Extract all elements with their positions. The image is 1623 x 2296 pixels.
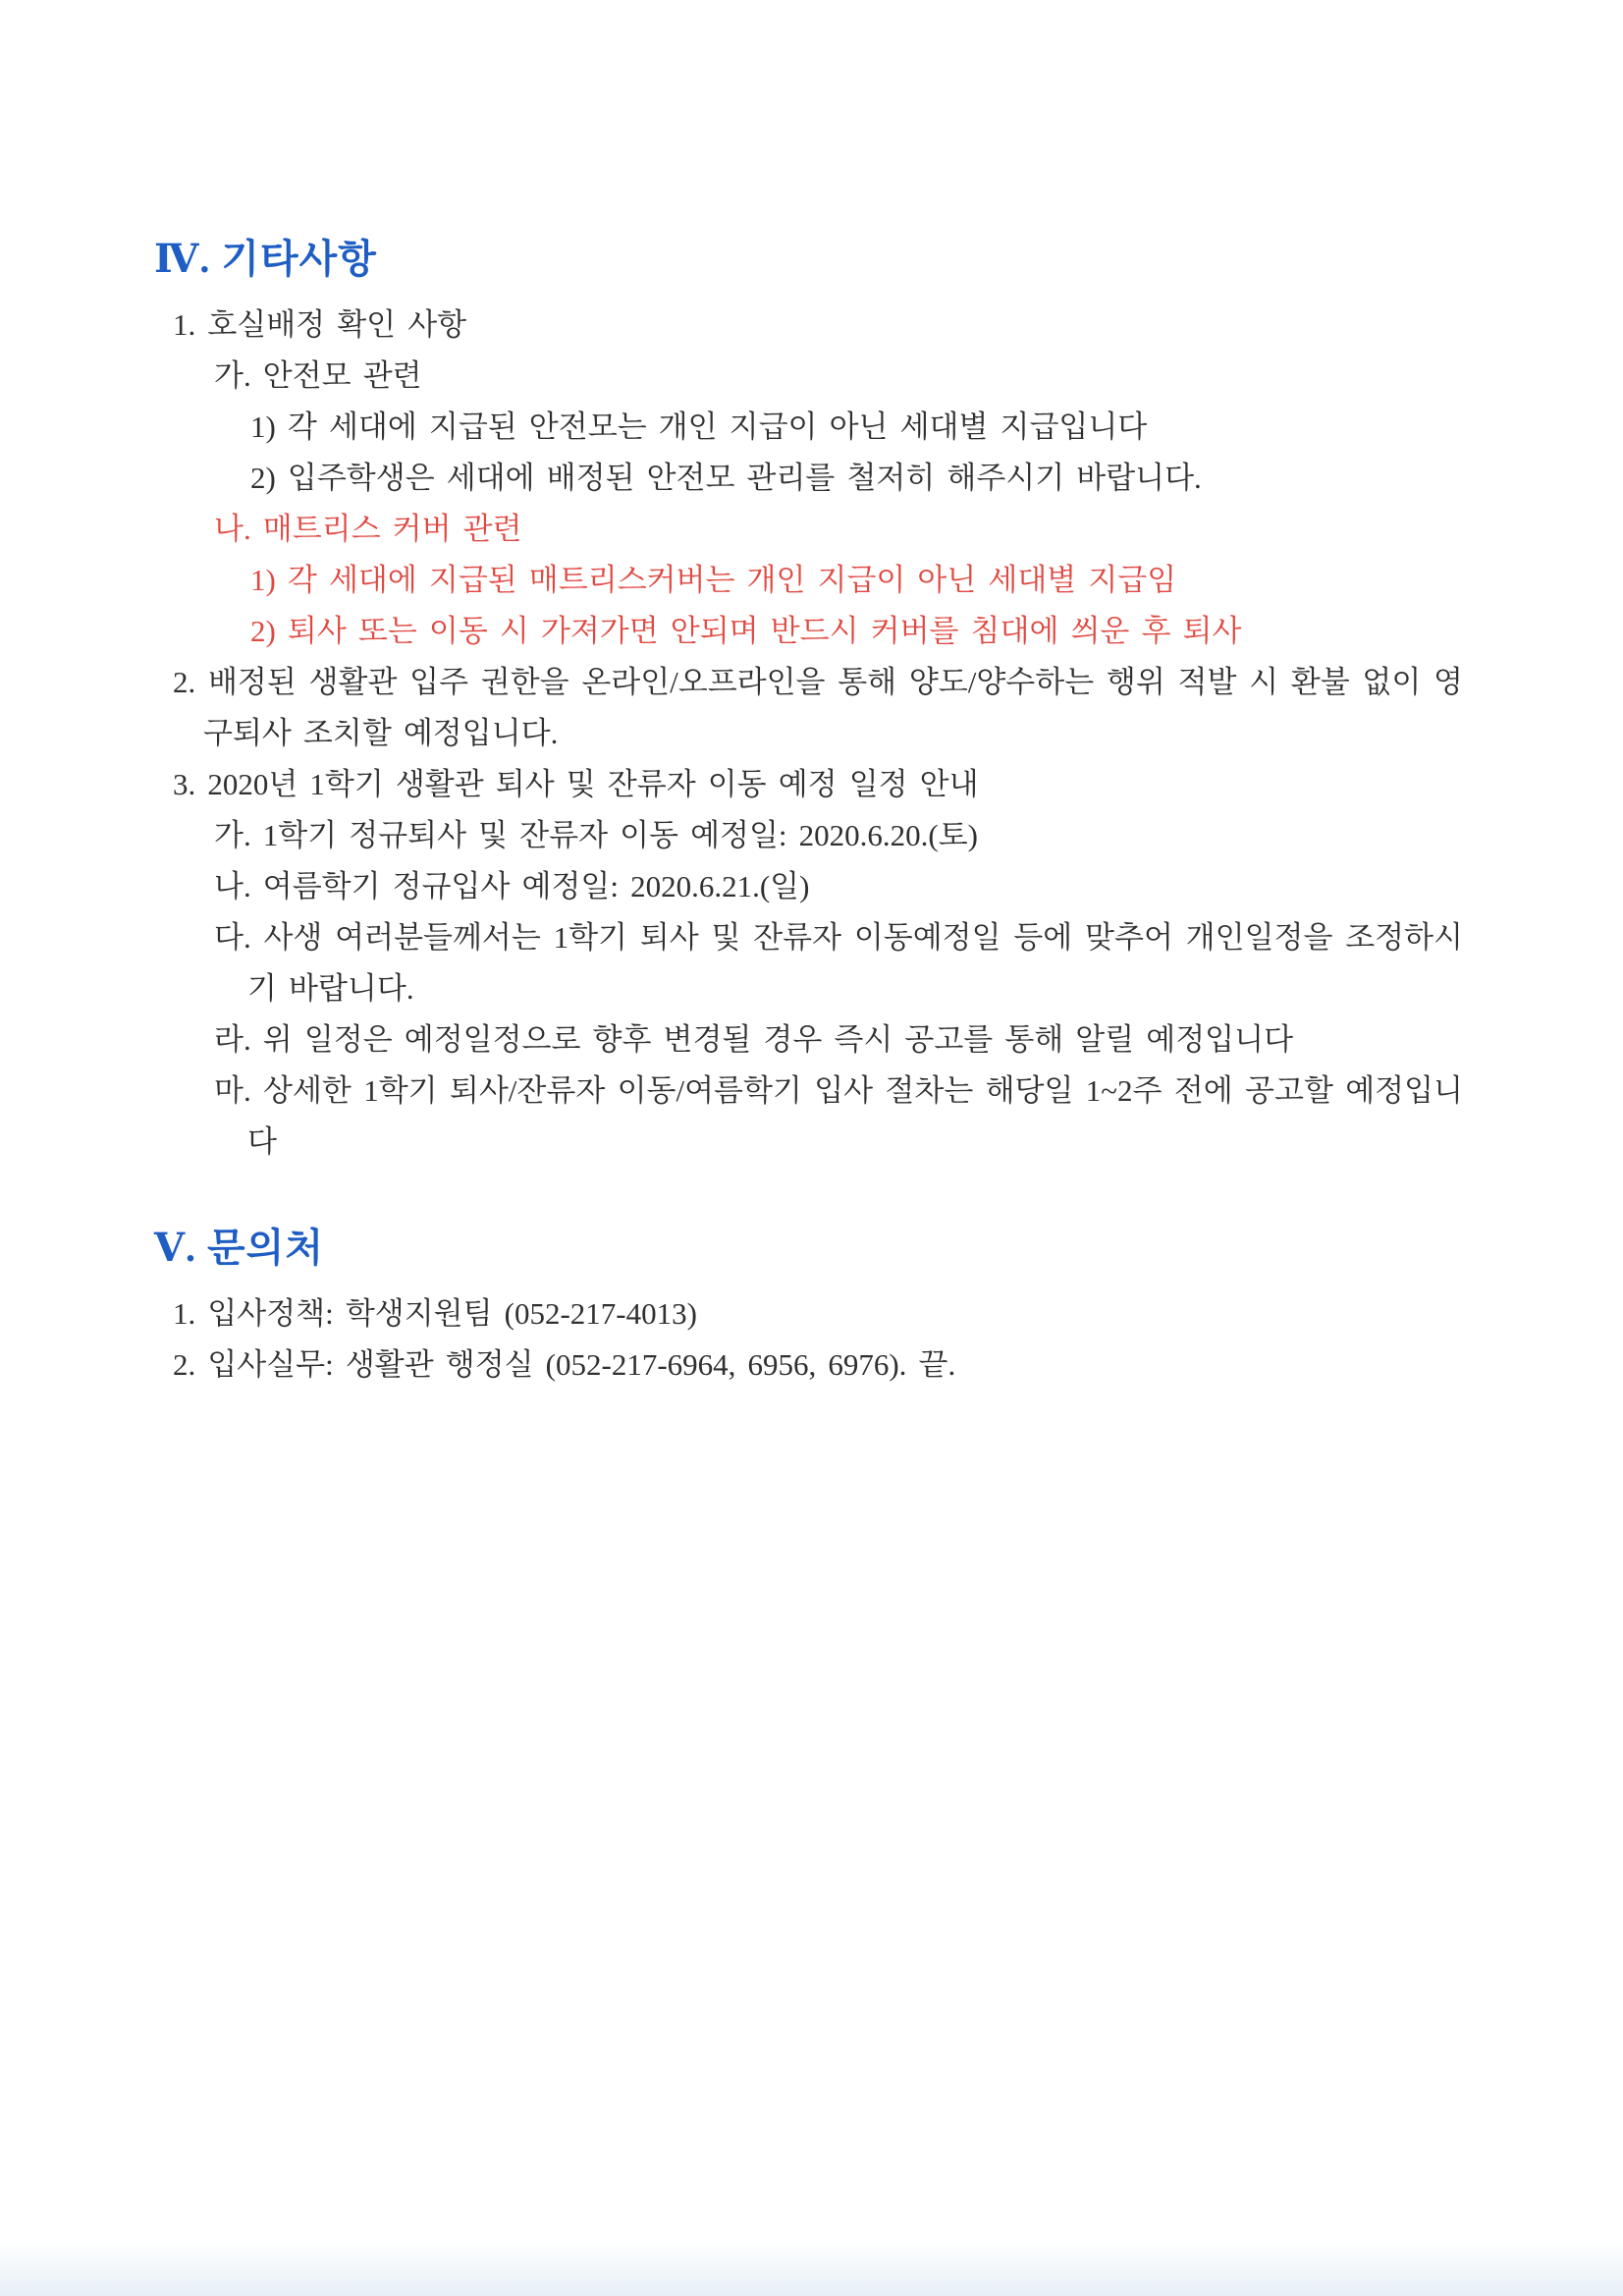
contact-admission-practice: 2. 입사실무: 생활관 행정실 (052-217-6964, 6956, 6976). 끝. (173, 1347, 956, 1382)
section-heading-contact: Ⅴ. 문의처 (154, 1226, 324, 1270)
item-transfer-prohibition: 2. 배정된 생활관 입주 권한을 온라인/오프라인을 통해 양도/양수하는 행위 적발 시 환불 없이 영구퇴사 조치할 예정입니다. (173, 665, 1463, 750)
item-helmet-per-unit: 1) 각 세대에 지급된 안전모는 개인 지급이 아닌 세대별 지급입니다 (250, 410, 1148, 444)
section-other-matters (154, 228, 1463, 1168)
item-mattress-cover-per-unit: 1) 각 세대에 지급된 매트리스커버는 개인 지급이 아닌 세대별 지급임 (250, 563, 1177, 597)
item-personal-schedule: 다. 사생 여러분들께서는 1학기 퇴사 및 잔류자 이동예정일 등에 맞추어 개인일정을 조정하시기 바랍니다. (214, 920, 1463, 1006)
scan-artifact-tint (0, 2239, 1623, 2296)
item-helmet-management: 2) 입주학생은 세대에 배정된 안전모 관리를 철저히 해주시기 바랍니다. (250, 461, 1202, 495)
item-schedule-notice: 3. 2020년 1학기 생활관 퇴사 및 잔류자 이동 예정 일정 안내 (173, 767, 979, 801)
section-contact (154, 1217, 1463, 1391)
item-mattress-cover-return: 2) 퇴사 또는 이동 시 가져가면 안되며 반드시 커버를 침대에 씌운 후 퇴사 (250, 614, 1242, 648)
item-detailed-procedure-notice: 마. 상세한 1학기 퇴사/잔류자 이동/여름학기 입사 절차는 해당일 1~2주 전에 공고할 예정입니다 (214, 1073, 1463, 1159)
item-checkout-date: 가. 1학기 정규퇴사 및 잔류자 이동 예정일: 2020.6.20.(토) (214, 818, 978, 852)
item-schedule-change-notice: 라. 위 일정은 예정일정으로 향후 변경될 경우 즉시 공고를 통해 알릴 예정입니다 (214, 1022, 1294, 1057)
item-helmet-related: 가. 안전모 관련 (214, 358, 422, 393)
item-room-assignment-check: 1. 호실배정 확인 사항 (173, 307, 467, 342)
item-summer-checkin-date: 나. 여름학기 정규입사 예정일: 2020.6.21.(일) (214, 869, 810, 903)
section-heading-other-matters: Ⅳ. 기타사항 (154, 237, 377, 281)
contact-admission-policy: 1. 입사정책: 학생지원팀 (052-217-4013) (173, 1296, 697, 1331)
item-mattress-cover-related: 나. 매트리스 커버 관련 (214, 512, 522, 546)
